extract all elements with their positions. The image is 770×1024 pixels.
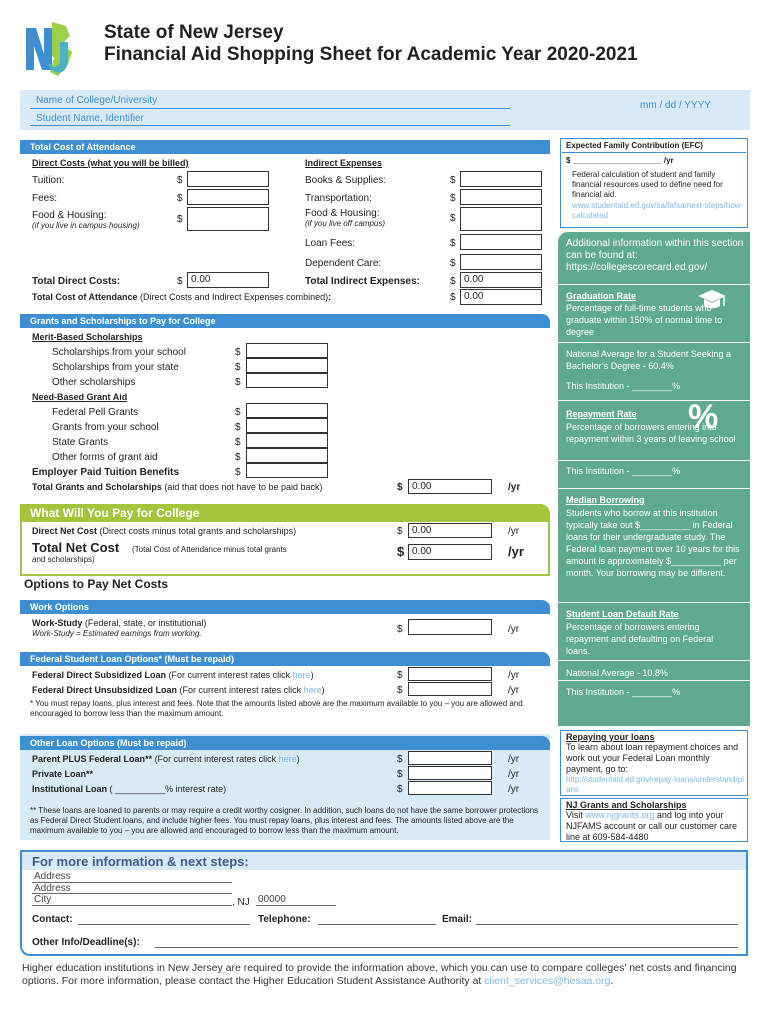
institutional-note: ( __________% interest rate) (109, 784, 227, 794)
other-scholarships-label: Other scholarships (52, 377, 136, 388)
food-housing-off-input[interactable] (460, 207, 542, 231)
dependent-care-label: Dependent Care: (305, 258, 382, 269)
total-coa-note: (Direct Costs and Indirect Expenses combined) (140, 292, 329, 302)
nj-label: , NJ (232, 897, 250, 908)
side-divider-2 (558, 342, 750, 343)
unsubsidized-note: (For current interest rates click (179, 685, 304, 695)
work-study-per-yr: /yr (508, 624, 520, 635)
state-scholarships-label: Scholarships from your state (52, 362, 179, 373)
email-line[interactable] (476, 924, 738, 925)
subsidized-here-link[interactable]: here (292, 670, 311, 680)
work-study-label (32, 618, 206, 628)
fees-label: Fees: (32, 193, 58, 204)
date-field[interactable]: mm / dd / YYYY (640, 100, 711, 111)
address-2-line (32, 893, 232, 894)
median-borrowing-text: Students who borrow at this institution typically take out $__________ in Federal loans for their undergraduate study. The Federal loan payment over 10 years for this amount is approximately $__________ per month. Your borrowing may be different. (566, 508, 740, 578)
total-coa-colon: : (328, 292, 332, 302)
subsidized-input[interactable] (408, 667, 492, 681)
school-grants-label: Grants from your school (52, 422, 159, 433)
repayment-rate-head: Repayment Rate (566, 409, 637, 419)
institutional-title: Institutional Loan (32, 784, 107, 794)
direct-net-title: Direct Net Cost (32, 526, 98, 536)
loan-fees-dollar: $ (450, 238, 456, 249)
state-grants-input[interactable] (246, 433, 328, 448)
city-label[interactable]: City (34, 894, 52, 905)
graduation-institution[interactable]: This Institution - ________% (566, 381, 681, 391)
additional-info-text: Additional information within this section can be found at: https://collegescorecard.ed.gov/ (566, 238, 744, 273)
school-grants-dollar: $ (235, 422, 241, 433)
nj-grants-text-1: Visit (566, 810, 586, 820)
pell-label: Federal Pell Grants (52, 407, 139, 418)
loan-fees-label: Loan Fees: (305, 238, 356, 249)
books-dollar: $ (450, 175, 456, 186)
total-net-note-1: (Total Cost of Attendance minus total grants (132, 545, 287, 554)
subsidized-dollar: $ (397, 670, 403, 681)
side-divider-5 (558, 488, 750, 489)
nj-grants-link[interactable]: www.njgrants.org (585, 810, 655, 820)
side-divider-1 (558, 284, 750, 285)
total-coa-label (32, 292, 331, 302)
repaying-text: To learn about loan repayment choices and work out your Federal Loan monthly payment, go to: (566, 742, 739, 774)
college-name-label: Name of College/University (36, 95, 158, 106)
direct-net-label (32, 526, 296, 536)
food-housing-dollar: $ (177, 214, 183, 225)
pell-dollar: $ (235, 407, 241, 418)
subsidized-label (32, 670, 314, 680)
subsidized-close: ) (310, 670, 314, 680)
total-net-value: 0.00 (408, 544, 492, 560)
direct-net-per-yr: /yr (508, 526, 520, 537)
other-scholarships-dollar: $ (235, 377, 241, 388)
unsubsidized-input[interactable] (408, 682, 492, 696)
side-divider-7 (558, 660, 750, 661)
total-grants-per-yr: /yr (508, 482, 521, 493)
employer-input[interactable] (246, 463, 328, 478)
grants-header: Grants and Scholarships to Pay for College (20, 314, 550, 328)
food-housing-off-dollar: $ (450, 213, 456, 224)
fees-input[interactable] (187, 189, 269, 205)
side-divider-8 (558, 680, 750, 681)
state-scholarships-dollar: $ (235, 362, 241, 373)
other-scholarships-input[interactable] (246, 373, 328, 388)
food-housing-note: (if you live in campus housing) (32, 221, 140, 230)
default-institution[interactable]: This Institution - ________% (566, 687, 681, 697)
contact-line[interactable] (78, 924, 250, 925)
direct-net-note: (Direct costs minus total grants and scholarships) (99, 526, 297, 536)
total-coa-title: Total Cost of Attendance (32, 292, 138, 302)
nj-grants-head: NJ Grants and Scholarships (566, 800, 687, 810)
other-loans-footnote: ** These loans are loaned to parents or may require a credit worthy cosigner. In addition, such loans do not have the same borrower protections as Federal Direct Student loans, and include higher fees. You must repay loans, plus interest and fees. The amounts listed above are the maximum available to you – you are allowed and encouraged to borrow less than the maximum amount. (30, 806, 539, 835)
work-header: Work Options (20, 600, 550, 614)
default-rate-text: Percentage of borrowers entering repayment and defaulting on Federal loans. (566, 622, 714, 656)
other-grants-input[interactable] (246, 448, 328, 463)
subsidized-note: (For current interest rates click (168, 670, 293, 680)
total-grants-value: 0.00 (408, 479, 492, 494)
default-rate-head: Student Loan Default Rate (566, 609, 679, 619)
date-mm: mm (640, 100, 657, 111)
options-header: Options to Pay Net Costs (24, 577, 169, 591)
need-header: Need-Based Grant Aid (32, 392, 128, 402)
state-grants-dollar: $ (235, 437, 241, 448)
side-divider-3 (558, 400, 750, 401)
food-housing-input[interactable] (187, 207, 269, 231)
percent-icon: % (688, 398, 719, 436)
total-net-note-2: and scholarships) (32, 555, 95, 564)
unsubsidized-here-link[interactable]: here (303, 685, 322, 695)
footer-email-link[interactable]: client_services@hesaa.org (484, 975, 611, 987)
tuition-label: Tuition: (32, 175, 65, 186)
unsubsidized-dollar: $ (397, 685, 403, 696)
nj-grants-text-2: and log into your NJFAMS account or call our customer care line at 609-584-4480 (566, 810, 738, 842)
total-coa-dollar: $ (450, 292, 456, 303)
school-scholarships-label: Scholarships from your school (52, 347, 186, 358)
private-per-yr: /yr (508, 769, 520, 780)
transportation-label: Transportation: (305, 193, 372, 204)
other-info-line[interactable] (155, 947, 738, 948)
other-grants-dollar: $ (235, 452, 241, 463)
efc-link[interactable]: www.studentaid.ed.gov/sa/fafsa/next-steps/how-calculated (572, 201, 744, 220)
institutional-per-yr: /yr (508, 784, 520, 795)
work-study-note: (Federal, state, or institutional) (84, 618, 207, 628)
school-grants-input[interactable] (246, 418, 328, 433)
other-loans-header: Other Loan Options (Must be repaid) (20, 736, 550, 750)
private-label: Private Loan** (32, 769, 94, 779)
total-indirect-label: Total Indirect Expenses: (305, 276, 420, 287)
title-line-2: Financial Aid Shopping Sheet for Academic Year 2020-2021 (104, 44, 638, 65)
institutional-dollar: $ (397, 784, 403, 795)
tuition-dollar: $ (177, 175, 183, 186)
unsubsidized-title: Federal Direct Unsubsidized Loan (32, 685, 178, 695)
direct-net-value: 0.00 (408, 523, 492, 538)
unsubsidized-close: ) (321, 685, 325, 695)
state-scholarships-input[interactable] (246, 358, 328, 373)
direct-costs-header: Direct Costs (what you will be billed) (32, 158, 189, 168)
address-2-label[interactable]: Address (34, 883, 71, 894)
email-label: Email: (442, 914, 473, 925)
repayment-institution[interactable]: This Institution - ________% (566, 466, 681, 476)
total-direct-label: Total Direct Costs: (32, 276, 121, 287)
tuition-input[interactable] (187, 171, 269, 187)
title-line-1: State of New Jersey (104, 22, 284, 43)
total-grants-label (32, 482, 322, 492)
zip-line (256, 905, 336, 906)
indirect-expenses-header: Indirect Expenses (305, 158, 383, 168)
plus-dollar: $ (397, 754, 403, 765)
total-direct-dollar: $ (177, 276, 183, 287)
efc-amount[interactable]: $ ____________________ /yr (566, 156, 674, 165)
food-housing-off-note: (if you live off campus) (305, 219, 386, 228)
dependent-care-input[interactable] (460, 254, 542, 270)
nj-logo (22, 18, 82, 82)
work-study-input[interactable] (408, 619, 492, 635)
address-1-label[interactable]: Address (34, 871, 71, 882)
institutional-label (32, 784, 226, 794)
books-label: Books & Supplies: (305, 175, 387, 186)
transportation-input[interactable] (460, 189, 542, 205)
repayment-rate-text: Percentage of borrowers entering into repayment within 3 years of leaving school (566, 422, 736, 444)
fees-dollar: $ (177, 193, 183, 204)
total-net-per-yr: /yr (508, 544, 524, 559)
median-borrowing-head: Median Borrowing (566, 495, 645, 505)
efc-header-line (562, 152, 746, 153)
repaying-head: Repaying your loans (566, 732, 655, 742)
unsubsidized-per-yr: /yr (508, 685, 520, 696)
total-indirect-value: 0.00 (460, 272, 542, 288)
work-study-sub: Work-Study = Estimated earnings from working. (32, 629, 202, 638)
total-grants-note: (aid that does not have to be paid back) (164, 482, 323, 492)
plus-close: ) (296, 754, 300, 764)
city-line (32, 905, 232, 906)
subsidized-title: Federal Direct Subsidized Loan (32, 670, 167, 680)
direct-net-dollar: $ (397, 526, 403, 537)
college-name-field[interactable] (30, 107, 510, 109)
food-housing-off-label: Food & Housing: (305, 208, 380, 219)
footer-text (22, 962, 752, 988)
other-info-label: Other Info/Deadline(s): (32, 937, 140, 948)
repaying-link[interactable]: http://studentaid.ed.gov/repay-loans/understand/plans (566, 775, 744, 794)
zip-label[interactable]: 00000 (258, 894, 286, 905)
state-grants-label: State Grants (52, 437, 109, 448)
telephone-label: Telephone: (258, 914, 311, 925)
total-indirect-dollar: $ (450, 276, 456, 287)
work-study-title: Work-Study (32, 618, 83, 628)
transportation-dollar: $ (450, 193, 456, 204)
student-name-field[interactable] (30, 124, 510, 126)
institutional-input[interactable] (408, 781, 492, 795)
next-steps-header: For more information & next steps: (32, 854, 249, 869)
private-input[interactable] (408, 766, 492, 780)
school-scholarships-input[interactable] (246, 343, 328, 358)
telephone-line[interactable] (318, 924, 436, 925)
student-name-label: Student Name, Identifier (36, 113, 144, 124)
federal-footnote: * You must repay loans, plus interest and fees. Note that the amounts listed above are the maximum available to you – you are allowed and encouraged to borrow less than the maximum amount. (30, 699, 523, 718)
books-input[interactable] (460, 171, 542, 187)
work-study-dollar: $ (397, 624, 403, 635)
graduation-national: National Average for a Student Seeking a Bachelor’s Degree - 60.4% (566, 349, 731, 371)
plus-label (32, 754, 300, 764)
default-national: National Average - 10.8% (566, 668, 668, 678)
side-divider-6 (558, 602, 750, 603)
efc-text: Federal calculation of student and family financial resources used to define need for financial aid. (572, 170, 723, 199)
dependent-care-dollar: $ (450, 258, 456, 269)
plus-per-yr: /yr (508, 754, 520, 765)
plus-title: Parent PLUS Federal Loan** (32, 754, 153, 764)
total-grants-dollar: $ (397, 482, 403, 493)
other-grants-label: Other forms of grant aid (52, 452, 158, 463)
total-net-title: Total Net Cost (32, 540, 120, 555)
cost-header: Total Cost of Attendance (20, 140, 550, 154)
efc-header: Expected Family Contribution (EFC) (566, 141, 703, 150)
federal-loan-header: Federal Student Loan Options* (Must be repaid) (20, 652, 550, 666)
pell-input[interactable] (246, 403, 328, 418)
loan-fees-input[interactable] (460, 234, 542, 250)
side-divider-4 (558, 460, 750, 461)
unsubsidized-label (32, 685, 325, 695)
employer-label: Employer Paid Tuition Benefits (32, 467, 180, 478)
school-scholarships-dollar: $ (235, 347, 241, 358)
plus-input[interactable] (408, 751, 492, 765)
plus-here-link[interactable]: here (278, 754, 297, 764)
total-direct-value: 0.00 (187, 272, 269, 288)
date-dd: dd (665, 100, 677, 111)
plus-note: (For current interest rates click (154, 754, 279, 764)
total-grants-title: Total Grants and Scholarships (32, 482, 162, 492)
merit-header: Merit-Based Scholarships (32, 332, 143, 342)
footer-body: Higher education institutions in New Jersey are required to provide the information above, which you can use to compare colleges’ net costs and financing options. For more information, please contact the Higher Education Student Assistance Authority at (22, 962, 737, 987)
total-net-dollar: $ (397, 544, 405, 559)
footer-end: . (610, 975, 614, 987)
total-coa-value: 0.00 (460, 289, 542, 305)
employer-dollar: $ (235, 467, 241, 478)
nj-grants-text (566, 810, 746, 843)
food-housing-label: Food & Housing: (32, 210, 107, 221)
graduation-rate-text: Percentage of full-time students who graduate within 150% of normal time to degree (566, 303, 723, 337)
contact-label: Contact: (32, 914, 73, 925)
pay-header: What Will You Pay for College (20, 504, 550, 522)
subsidized-per-yr: /yr (508, 670, 520, 681)
graduation-rate-head: Graduation Rate (566, 291, 637, 301)
date-yyyy: YYYY (684, 100, 711, 111)
private-dollar: $ (397, 769, 403, 780)
